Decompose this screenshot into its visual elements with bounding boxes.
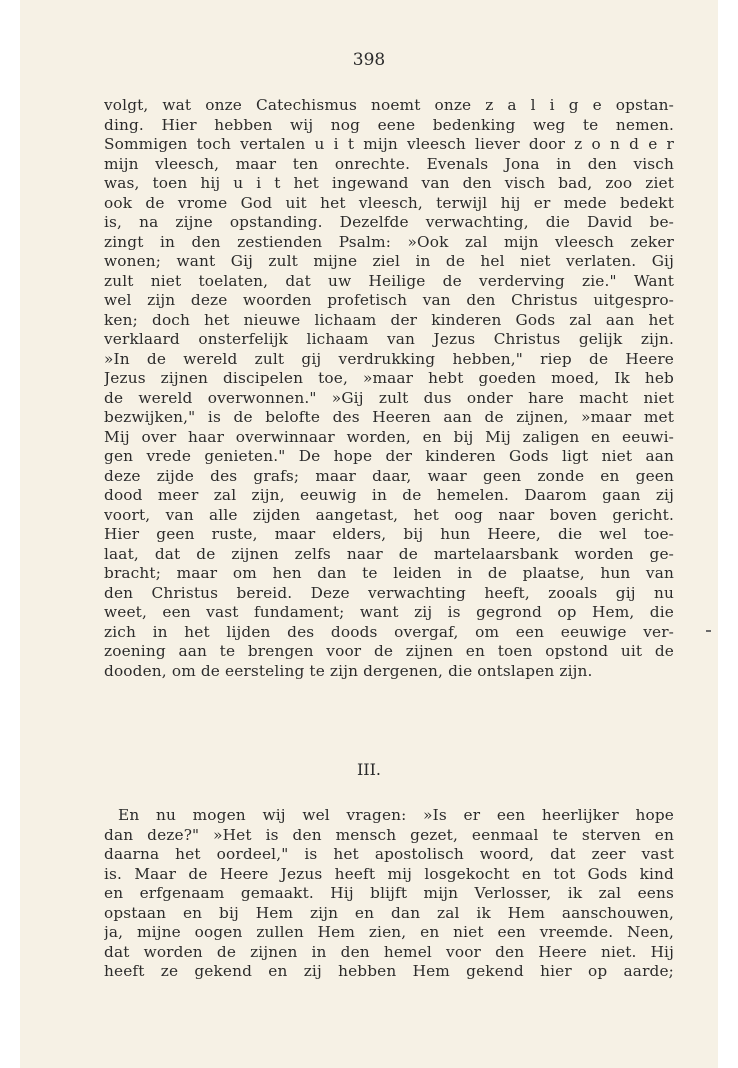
book-page xyxy=(20,0,718,1068)
text-line: ja, mijne oogen zullen Hem zien, en niet een vreemde. Neen, xyxy=(104,923,674,941)
text-line: daarna het oordeel," is het apostolisch woord, dat zeer vast xyxy=(104,845,674,863)
text-line: zult niet toelaten, dat uw Heilige de verderving zie." Want xyxy=(104,271,674,290)
text-line: dan deze?" »Het is den mensch gezet, eenmaal te sterven en xyxy=(104,825,674,844)
text-line: is. Maar de Heere Jezus heeft mij losgekocht en tot Gods kind xyxy=(104,864,674,883)
text-line: ding. Hier hebben wij nog eene bedenking weg te nemen. xyxy=(104,115,674,134)
text-line: heeft ze gekend en zij hebben Hem gekend hier op aarde; xyxy=(104,962,674,980)
page-number: 398 xyxy=(352,50,386,70)
margin-mark xyxy=(706,630,711,632)
text-line: Sommigen toch vertalen u i t mijn vleesch liever door z o n d e r xyxy=(104,135,674,153)
text-line: is, na zijne opstanding. Dezelfde verwachting, die David be- xyxy=(104,213,674,231)
text-line: Hier geen ruste, maar elders, bij hun Heere, die wel toe- xyxy=(104,525,674,543)
paragraph-1 xyxy=(104,96,674,681)
text-line: opstaan en bij Hem zijn en dan zal ik Hem aanschouwen, xyxy=(104,903,674,922)
text-line: volgt, wat onze Catechismus noemt onze z a l i g e opstan- xyxy=(104,96,674,114)
section-heading: III. xyxy=(356,760,382,779)
text-line: de wereld overwonnen." »Gij zult dus onder hare macht niet xyxy=(104,388,674,407)
text-line: zingt in den zestienden Psalm: »Ook zal mijn vleesch zeker xyxy=(104,232,674,251)
text-line: ook de vrome God uit het vleesch, terwijl hij er mede bedekt xyxy=(104,193,674,212)
text-line: was, toen hij u i t het ingewand van den visch bad, zoo ziet xyxy=(104,174,674,192)
text-line: mijn vleesch, maar ten onrechte. Evenals Jona in den visch xyxy=(104,154,674,173)
text-line: voort, van alle zijden aangetast, het oog naar boven gericht. xyxy=(104,505,674,524)
text-line: ken; doch het nieuwe lichaam der kinderen Gods zal aan het xyxy=(104,310,674,329)
text-line: den Christus bereid. Deze verwachting heeft, zooals gij nu xyxy=(104,583,674,602)
text-line: bezwijken," is de belofte des Heeren aan de zijnen, »maar met xyxy=(104,408,674,426)
text-line: Mij over haar overwinnaar worden, en bij Mij zaligen en eeuwi- xyxy=(104,427,674,446)
text-line: dooden, om de eersteling te zijn dergenen, die ontslapen zijn. xyxy=(104,661,593,680)
text-line: en erfgenaam gemaakt. Hij blijft mijn Verlosser, ik zal eens xyxy=(104,884,674,902)
text-line: verklaard onsterfelijk lichaam van Jezus Christus gelijk zijn. xyxy=(104,330,674,348)
text-line: dat worden de zijnen in den hemel voor den Heere niet. Hij xyxy=(104,942,674,961)
text-line: zoening aan te brengen voor de zijnen en toen opstond uit de xyxy=(104,642,674,660)
text-line: weet, een vast fundament; want zij is gegrond op Hem, die xyxy=(104,603,674,621)
text-line: wonen; want Gij zult mijne ziel in de hel niet verlaten. Gij xyxy=(104,252,674,270)
text-line: wel zijn deze woorden profetisch van den Christus uitgespro- xyxy=(104,291,674,309)
text-line: dood meer zal zijn, eeuwig in de hemelen. Daarom gaan zij xyxy=(104,486,674,504)
text-line: »In de wereld zult gij verdrukking hebben," riep de Heere xyxy=(104,349,674,368)
text-line: zich in het lijden des doods overgaf, om een eeuwige ver- xyxy=(104,622,674,641)
text-line: bracht; maar om hen dan te leiden in de plaatse, hun van xyxy=(104,564,674,582)
text-line: laat, dat de zijnen zelfs naar de martelaarsbank worden ge- xyxy=(104,544,674,563)
text-line: En nu mogen wij wel vragen: »Is er een heerlijker hope xyxy=(118,806,674,824)
text-line: Jezus zijnen discipelen toe, »maar hebt goeden moed, Ik heb xyxy=(104,369,674,387)
text-line: gen vrede genieten." De hope der kinderen Gods ligt niet aan xyxy=(104,447,674,465)
paragraph-2 xyxy=(104,806,674,982)
text-line: deze zijde des grafs; maar daar, waar geen zonde en geen xyxy=(104,466,674,485)
